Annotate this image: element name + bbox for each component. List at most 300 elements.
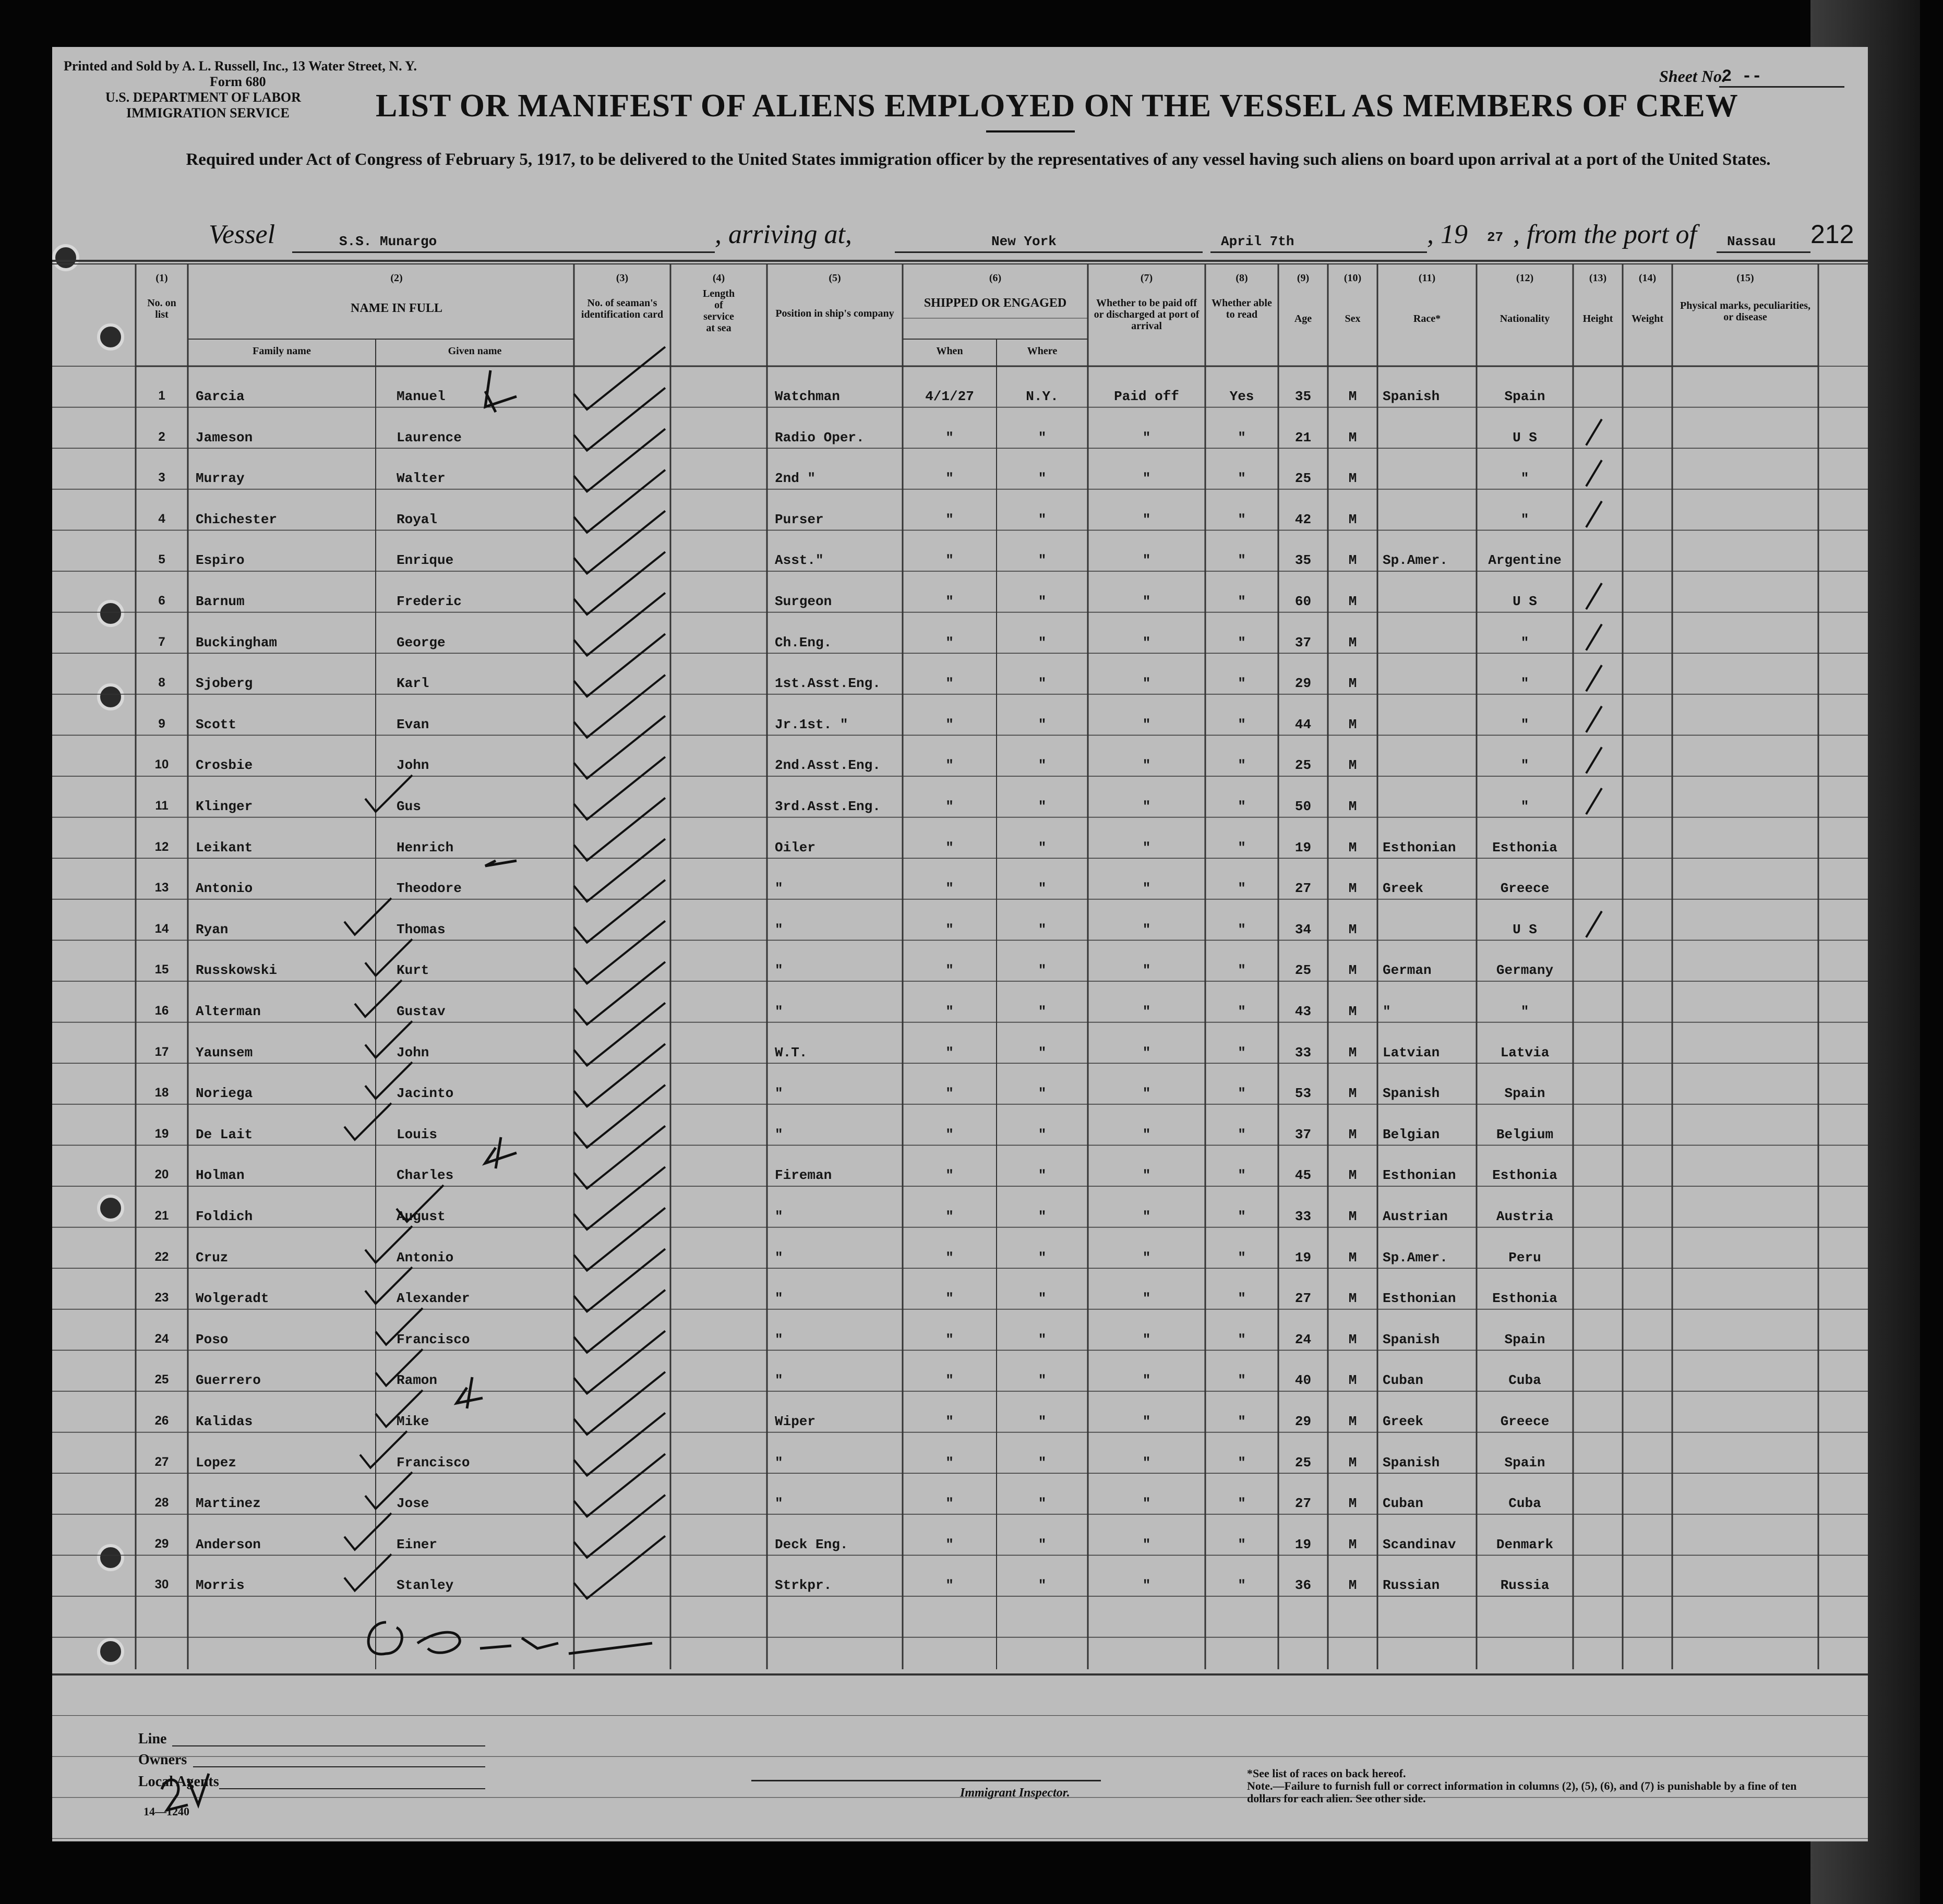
- age-cell: 25: [1294, 471, 1312, 487]
- shipped-where-cell: ": [1038, 1372, 1047, 1389]
- paid-off-cell: ": [1142, 429, 1151, 445]
- row-number: 16: [154, 1004, 169, 1018]
- shipped-where-cell: ": [1038, 1577, 1047, 1594]
- race-cell: Esthonian: [1383, 839, 1456, 855]
- shipped-where-cell: ": [1038, 429, 1047, 445]
- check-mark-icon: [1586, 501, 1602, 527]
- age-cell: 19: [1294, 1249, 1312, 1266]
- col-8-label: Whether able to read: [1212, 297, 1272, 320]
- shipped-where-cell: ": [1038, 471, 1047, 487]
- sex-cell: M: [1348, 799, 1357, 814]
- family-name-cell: Wolgeradt: [196, 1291, 269, 1307]
- age-cell: 27: [1294, 1496, 1312, 1512]
- shipped-when-cell: ": [945, 1577, 954, 1594]
- age-cell: 27: [1294, 881, 1312, 897]
- shipped-when-cell: ": [945, 881, 954, 897]
- given-name-cell: Enrique: [397, 552, 454, 569]
- family-name-cell: Ryan: [196, 921, 229, 937]
- position-cell: ": [775, 1454, 783, 1471]
- shipped-where-cell: ": [1038, 511, 1047, 527]
- age-cell: 44: [1294, 716, 1312, 732]
- nationality-cell: Spain: [1504, 389, 1545, 404]
- age-cell: 21: [1294, 429, 1312, 445]
- nationality-cell: Greece: [1500, 1414, 1550, 1429]
- row-number: 2: [158, 429, 165, 444]
- col-9-label: Age: [1294, 313, 1312, 324]
- col-7-label: Whether to be paid off or discharged at port of arrival: [1094, 297, 1200, 332]
- paid-off-cell: ": [1142, 1249, 1151, 1266]
- check-mark-icon: [1586, 419, 1602, 445]
- able-to-read-cell: ": [1238, 881, 1246, 897]
- position-cell: Asst.": [775, 552, 824, 569]
- age-cell: 27: [1294, 1291, 1312, 1307]
- family-name-cell: Buckingham: [196, 634, 278, 650]
- nationality-cell: ": [1520, 799, 1529, 814]
- position-cell: 2nd.Asst.Eng.: [775, 757, 881, 774]
- row-number: 11: [155, 799, 169, 813]
- shipped-when-cell: ": [945, 1291, 954, 1307]
- nationality-cell: Esthonia: [1492, 1291, 1557, 1307]
- inspector-signature-icon: [368, 1622, 652, 1654]
- row-number: 24: [154, 1331, 169, 1346]
- nationality-cell: Argentine: [1488, 552, 1562, 569]
- printer-line: Form 680: [210, 74, 266, 89]
- nationality-cell: Spain: [1504, 1331, 1545, 1347]
- page-title: LIST OR MANIFEST OF ALIENS EMPLOYED ON THE VESSEL AS MEMBERS OF CREW: [376, 88, 1738, 124]
- col-10-label: Sex: [1345, 313, 1361, 324]
- able-to-read-cell: ": [1238, 962, 1246, 979]
- shipped-where-cell: ": [1038, 1331, 1047, 1347]
- paid-off-cell: ": [1142, 1044, 1151, 1061]
- row-number: 1: [158, 389, 165, 403]
- col-12-number: (12): [1516, 272, 1534, 284]
- penalty-note: Note.—Failure to furnish full or correct information in columns (2), (5), (6), and (7) is punishable by a fine of ten dollars for each alien. See other side.: [1247, 1779, 1797, 1805]
- nationality-cell: ": [1520, 511, 1529, 527]
- paid-off-cell: ": [1142, 1496, 1151, 1512]
- shipped-where-cell: ": [1038, 1414, 1047, 1429]
- col-4-number: (4): [712, 272, 725, 284]
- age-cell: 19: [1294, 839, 1312, 855]
- family-name-cell: Alterman: [196, 1004, 261, 1019]
- family-name-cell: Klinger: [196, 799, 253, 814]
- shipped-when-cell: ": [945, 1209, 954, 1224]
- position-cell: Radio Oper.: [775, 429, 865, 445]
- paid-off-cell: ": [1142, 1167, 1151, 1184]
- check-mark-icon: [360, 1431, 407, 1468]
- paid-off-cell: ": [1142, 1004, 1151, 1019]
- from-label: , from the port of: [1513, 220, 1697, 249]
- nationality-cell: ": [1520, 757, 1529, 774]
- race-cell: Esthonian: [1383, 1291, 1456, 1307]
- position-cell: Fireman: [775, 1167, 832, 1184]
- check-mark-icon: [365, 939, 412, 975]
- row-number: 9: [158, 716, 165, 731]
- shipped-where-cell: ": [1038, 716, 1047, 732]
- age-cell: 50: [1294, 799, 1312, 814]
- family-name-cell: Crosbie: [196, 757, 253, 774]
- given-name-cell: Walter: [397, 471, 446, 487]
- check-mark-icon: [344, 898, 391, 935]
- check-mark-icon: [1586, 665, 1602, 691]
- race-cell: Belgian: [1383, 1126, 1440, 1142]
- family-name-cell: Foldich: [196, 1209, 253, 1224]
- shipped-when-cell: ": [945, 1454, 954, 1471]
- sex-cell: M: [1348, 594, 1357, 609]
- shipped-when-cell: ": [945, 962, 954, 979]
- row-number: 19: [154, 1126, 169, 1141]
- given-name-cell: Royal: [397, 511, 438, 527]
- paid-off-cell: ": [1142, 1577, 1151, 1594]
- sex-cell: M: [1348, 1086, 1357, 1102]
- row-number: 15: [154, 962, 169, 977]
- shipped-where-cell: ": [1038, 962, 1047, 979]
- nationality-cell: Esthonia: [1492, 839, 1557, 855]
- able-to-read-cell: ": [1238, 1004, 1246, 1019]
- race-note: *See list of races on back hereof.: [1247, 1767, 1406, 1780]
- paid-off-cell: ": [1142, 1086, 1151, 1102]
- given-name-cell: Einer: [397, 1536, 438, 1552]
- shipped-when-cell: ": [945, 1372, 954, 1389]
- paid-off-cell: ": [1142, 921, 1151, 937]
- shipped-where-cell: ": [1038, 1536, 1047, 1552]
- able-to-read-cell: ": [1238, 757, 1246, 774]
- age-cell: 35: [1294, 389, 1312, 404]
- age-cell: 29: [1294, 676, 1312, 692]
- able-to-read-cell: ": [1238, 471, 1246, 487]
- row-number: 6: [158, 594, 165, 608]
- margin-mark-icon: [485, 861, 517, 866]
- shipped-when-cell: ": [945, 716, 954, 732]
- family-name-cell: Sjoberg: [196, 676, 253, 692]
- shipped-when-cell: 4/1/27: [925, 389, 974, 404]
- sex-cell: M: [1348, 676, 1357, 692]
- nationality-cell: Spain: [1504, 1086, 1545, 1102]
- row-number: 23: [154, 1291, 169, 1305]
- col-14-label: Weight: [1631, 313, 1664, 324]
- sex-cell: M: [1348, 1414, 1357, 1429]
- age-cell: 25: [1294, 1454, 1312, 1471]
- paid-off-cell: ": [1142, 1209, 1151, 1224]
- shipped-when-cell: ": [945, 1004, 954, 1019]
- col-6-label: SHIPPED OR ENGAGED: [923, 296, 1067, 310]
- nationality-cell: Russia: [1500, 1577, 1550, 1594]
- arrival-date: April 7th: [1221, 234, 1294, 249]
- given-name-cell: Charles: [397, 1167, 454, 1184]
- shipped-where-cell: ": [1038, 881, 1047, 897]
- given-name-cell: Stanley: [397, 1577, 454, 1594]
- paid-off-cell: ": [1142, 799, 1151, 814]
- sex-cell: M: [1348, 1454, 1357, 1471]
- inspector-label: Immigrant Inspector.: [960, 1786, 1070, 1800]
- position-cell: ": [775, 1372, 783, 1389]
- position-cell: ": [775, 1331, 783, 1347]
- able-to-read-cell: ": [1238, 511, 1246, 527]
- nationality-cell: U S: [1513, 594, 1537, 609]
- row-number: 4: [158, 511, 165, 526]
- shipped-where-cell: ": [1038, 1126, 1047, 1142]
- family-name-cell: Noriega: [196, 1086, 253, 1102]
- shipped-when-cell: ": [945, 511, 954, 527]
- paid-off-cell: ": [1142, 1291, 1151, 1307]
- family-name-cell: Scott: [196, 716, 237, 732]
- sex-cell: M: [1348, 839, 1357, 855]
- position-cell: Oiler: [775, 839, 816, 855]
- printer-line: U.S. DEPARTMENT OF LABOR: [105, 90, 301, 105]
- shipped-when-cell: ": [945, 552, 954, 569]
- col-11-label: Race*: [1413, 313, 1441, 324]
- race-cell: Spanish: [1383, 389, 1440, 404]
- able-to-read-cell: ": [1238, 1126, 1246, 1142]
- footer-owners-rule: [193, 1766, 485, 1767]
- shipped-when-cell: ": [945, 799, 954, 814]
- row-number: 29: [154, 1536, 169, 1551]
- family-name-cell: Jameson: [196, 429, 253, 445]
- nationality-cell: Austria: [1496, 1209, 1554, 1224]
- nationality-cell: Belgium: [1496, 1126, 1554, 1142]
- sex-cell: M: [1348, 1291, 1357, 1307]
- sex-cell: M: [1348, 552, 1357, 569]
- given-name-cell: Francisco: [397, 1454, 470, 1471]
- able-to-read-cell: ": [1238, 676, 1246, 692]
- family-name-cell: Martinez: [196, 1496, 261, 1512]
- check-mark-icon: [365, 775, 412, 812]
- col-7-number: (7): [1140, 272, 1153, 284]
- paid-off-cell: ": [1142, 962, 1151, 979]
- race-cell: Spanish: [1383, 1086, 1440, 1102]
- age-cell: 36: [1294, 1577, 1312, 1594]
- given-name-cell: George: [397, 634, 446, 650]
- family-name-cell: Kalidas: [196, 1414, 253, 1429]
- arrival-year: 27: [1487, 230, 1504, 245]
- position-cell: ": [775, 1291, 783, 1307]
- sex-cell: M: [1348, 1167, 1357, 1184]
- margin-mark-icon: [485, 1137, 517, 1168]
- race-cell: Esthonian: [1383, 1167, 1456, 1184]
- sex-cell: M: [1348, 1577, 1357, 1594]
- age-cell: 24: [1294, 1331, 1312, 1347]
- row-number: 26: [154, 1414, 169, 1428]
- shipped-where-cell: ": [1038, 1086, 1047, 1102]
- manifest-sheet: [52, 47, 1868, 1841]
- able-to-read-cell: ": [1238, 839, 1246, 855]
- sex-cell: M: [1348, 1209, 1357, 1224]
- sex-cell: M: [1348, 634, 1357, 650]
- able-to-read-cell: ": [1238, 1044, 1246, 1061]
- sheet-number: 2 --: [1722, 67, 1762, 86]
- margin-mark-icon: [485, 370, 517, 412]
- row-number: 22: [154, 1249, 169, 1264]
- nationality-cell: ": [1520, 1004, 1529, 1019]
- check-mark-icon: [376, 1308, 423, 1345]
- shipped-where-cell: ": [1038, 839, 1047, 855]
- paid-off-cell: ": [1142, 634, 1151, 650]
- margin-mark-icon: [457, 1377, 483, 1408]
- position-cell: ": [775, 1209, 783, 1224]
- inspector-rule: [751, 1780, 1101, 1781]
- given-name-cell: Gus: [397, 799, 421, 814]
- position-cell: Jr.1st. ": [775, 716, 848, 732]
- shipped-where-cell: ": [1038, 1454, 1047, 1471]
- col-3-number: (3): [616, 272, 629, 284]
- col-11-number: (11): [1418, 272, 1436, 284]
- paid-off-cell: Paid off: [1114, 389, 1179, 404]
- position-cell: ": [775, 881, 783, 897]
- given-name-cell: August: [397, 1209, 446, 1224]
- nationality-cell: Spain: [1504, 1454, 1545, 1471]
- age-cell: 37: [1294, 1126, 1312, 1142]
- col-6-number: (6): [989, 272, 1002, 284]
- position-cell: Strkpr.: [775, 1577, 832, 1594]
- family-name-cell: Anderson: [196, 1536, 261, 1552]
- family-name-cell: Guerrero: [196, 1372, 261, 1389]
- given-name-cell: Alexander: [397, 1291, 470, 1307]
- able-to-read-cell: ": [1238, 1536, 1246, 1552]
- row-number: 12: [154, 839, 169, 854]
- paid-off-cell: ": [1142, 552, 1151, 569]
- col-8-number: (8): [1236, 272, 1248, 284]
- sheet-label: Sheet No.: [1659, 67, 1726, 86]
- sex-cell: M: [1348, 757, 1357, 774]
- able-to-read-cell: ": [1238, 716, 1246, 732]
- shipped-when-cell: ": [945, 471, 954, 487]
- paid-off-cell: ": [1142, 881, 1151, 897]
- check-mark-icon: [1586, 460, 1602, 486]
- footer-line-label: Line: [138, 1731, 167, 1747]
- nationality-cell: Germany: [1496, 962, 1554, 979]
- col-5-number: (5): [829, 272, 841, 284]
- arriving-port: New York: [991, 234, 1057, 249]
- col-14-number: (14): [1638, 272, 1657, 284]
- shipped-where-cell: ": [1038, 552, 1047, 569]
- given-name-cell: Antonio: [397, 1249, 454, 1266]
- shipped-when-cell: ": [945, 1126, 954, 1142]
- given-name-cell: Theodore: [397, 881, 462, 897]
- sex-cell: M: [1348, 1249, 1357, 1266]
- shipped-where-cell: ": [1038, 634, 1047, 650]
- position-cell: Ch.Eng.: [775, 634, 832, 650]
- shipped-when-cell: ": [945, 1249, 954, 1266]
- nationality-cell: ": [1520, 471, 1529, 487]
- row-number: 27: [154, 1454, 169, 1469]
- check-mark-icon: [365, 1472, 412, 1509]
- age-cell: 43: [1294, 1004, 1312, 1019]
- col-4-label: Length of service at sea: [702, 288, 735, 334]
- given-name-cell: Francisco: [397, 1331, 470, 1347]
- col-13-number: (13): [1589, 272, 1607, 284]
- sex-cell: M: [1348, 1496, 1357, 1512]
- col-2-given-label: Given name: [448, 345, 502, 357]
- printer-line: Printed and Sold by A. L. Russell, Inc., 13 Water Street, N. Y.: [64, 58, 417, 74]
- family-name-cell: Morris: [196, 1577, 245, 1594]
- nationality-cell: ": [1520, 634, 1529, 650]
- age-cell: 42: [1294, 511, 1312, 527]
- age-cell: 33: [1294, 1044, 1312, 1061]
- given-name-cell: Jose: [397, 1496, 429, 1512]
- position-cell: ": [775, 962, 783, 979]
- family-name-cell: Espiro: [196, 552, 245, 569]
- race-cell: Scandinav: [1383, 1536, 1456, 1552]
- check-mark-icon: [1586, 788, 1602, 814]
- given-name-cell: Mike: [397, 1414, 429, 1429]
- age-cell: 25: [1294, 962, 1312, 979]
- col-9-number: (9): [1297, 272, 1310, 284]
- paid-off-cell: ": [1142, 1331, 1151, 1347]
- given-name-cell: Louis: [397, 1126, 438, 1142]
- race-cell: Latvian: [1383, 1044, 1440, 1061]
- check-mark-icon: [365, 1226, 412, 1263]
- printer-line: IMMIGRATION SERVICE: [126, 105, 290, 120]
- able-to-read-cell: ": [1238, 1414, 1246, 1429]
- given-name-cell: Evan: [397, 716, 429, 732]
- family-name-cell: Lopez: [196, 1454, 237, 1471]
- able-to-read-cell: ": [1238, 1167, 1246, 1184]
- col-2-number: (2): [390, 272, 403, 284]
- shipped-where-cell: ": [1038, 757, 1047, 774]
- vessel-name: S.S. Munargo: [339, 234, 437, 249]
- position-cell: ": [775, 1126, 783, 1142]
- given-name-cell: Thomas: [397, 921, 446, 937]
- paid-off-cell: ": [1142, 757, 1151, 774]
- footer-agents-rule: [219, 1788, 485, 1789]
- paid-off-cell: ": [1142, 1126, 1151, 1142]
- able-to-read-cell: ": [1238, 594, 1246, 609]
- able-to-read-cell: ": [1238, 1291, 1246, 1307]
- race-cell: Austrian: [1383, 1209, 1448, 1224]
- age-cell: 60: [1294, 594, 1312, 609]
- nationality-cell: U S: [1513, 429, 1537, 445]
- year-prefix: , 19: [1427, 220, 1468, 249]
- sex-cell: M: [1348, 1126, 1357, 1142]
- nationality-cell: Esthonia: [1492, 1167, 1557, 1184]
- sex-cell: M: [1348, 1044, 1357, 1061]
- row-number: 7: [158, 634, 165, 649]
- given-name-cell: Jacinto: [397, 1086, 454, 1102]
- row-number: 30: [154, 1577, 169, 1592]
- family-name-cell: Holman: [196, 1167, 245, 1184]
- age-cell: 19: [1294, 1536, 1312, 1552]
- page-subtitle: Required under Act of Congress of February 5, 1917, to be delivered to the United States immigration officer by the representatives of any vessel having such aliens on board upon arrival at a port of the United States.: [186, 150, 1771, 169]
- col-2-label: NAME IN FULL: [350, 302, 442, 315]
- given-name-cell: Gustav: [397, 1004, 446, 1019]
- col-6-where-label: Where: [1027, 345, 1058, 357]
- nationality-cell: Greece: [1500, 881, 1550, 897]
- position-cell: Surgeon: [775, 594, 832, 609]
- shipped-when-cell: ": [945, 839, 954, 855]
- given-name-cell: Ramon: [397, 1372, 438, 1389]
- check-mark-icon: [397, 1185, 443, 1222]
- family-name-cell: Chichester: [196, 511, 278, 527]
- position-cell: Deck Eng.: [775, 1536, 848, 1552]
- able-to-read-cell: ": [1238, 1372, 1246, 1389]
- given-name-cell: Laurence: [397, 429, 462, 445]
- paid-off-cell: ": [1142, 1414, 1151, 1429]
- position-cell: ": [775, 1249, 783, 1266]
- shipped-where-cell: ": [1038, 1249, 1047, 1266]
- age-cell: 37: [1294, 634, 1312, 650]
- paid-off-cell: ": [1142, 594, 1151, 609]
- family-name-cell: Garcia: [196, 389, 245, 404]
- race-cell: Greek: [1383, 881, 1424, 897]
- age-cell: 29: [1294, 1414, 1312, 1429]
- nationality-cell: ": [1520, 716, 1529, 732]
- able-to-read-cell: ": [1238, 1577, 1246, 1594]
- col-6-when-label: When: [936, 345, 963, 357]
- sex-cell: M: [1348, 1004, 1357, 1019]
- paid-off-cell: ": [1142, 839, 1151, 855]
- row-number: 17: [154, 1044, 169, 1059]
- shipped-when-cell: ": [945, 1496, 954, 1512]
- age-cell: 35: [1294, 552, 1312, 569]
